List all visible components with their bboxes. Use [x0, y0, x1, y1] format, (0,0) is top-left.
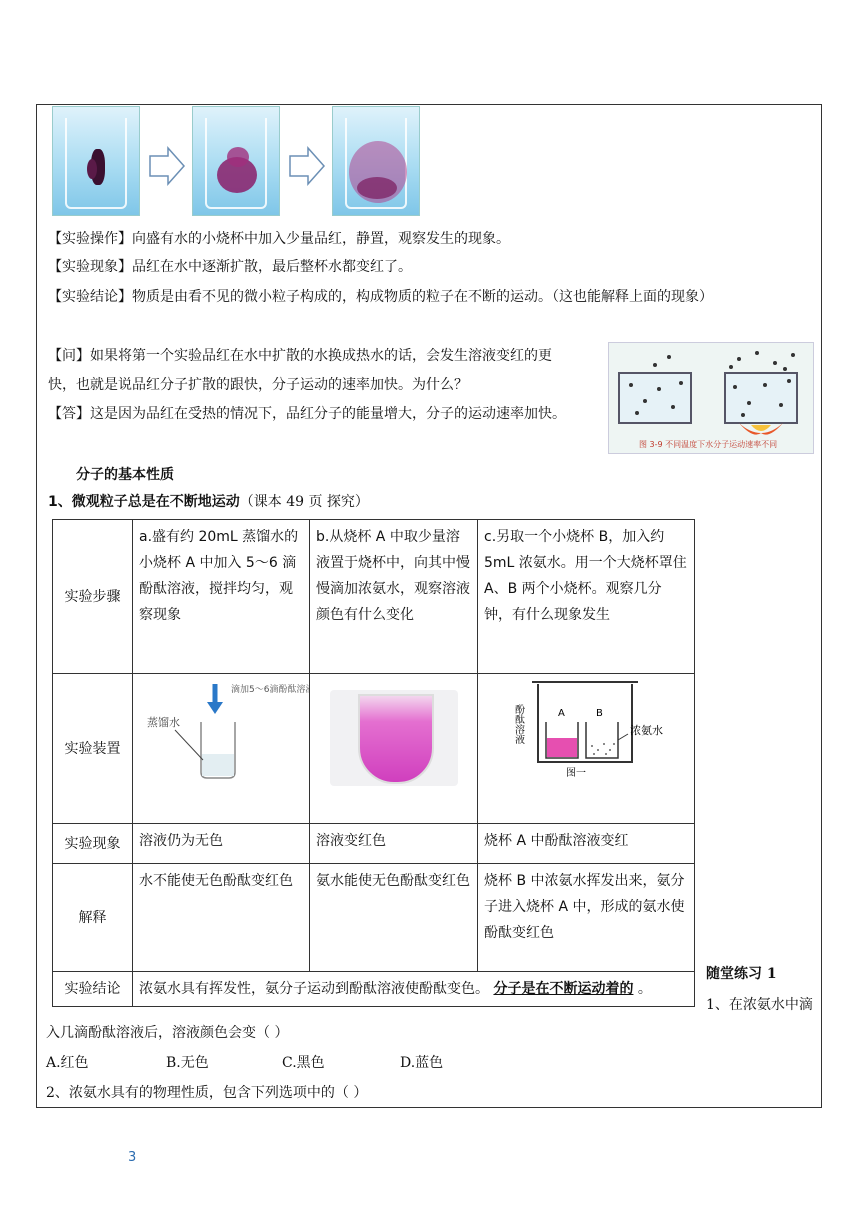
arrow-right-icon-1 [148, 146, 186, 186]
subsection-title: 1、微观粒子总是在不断地运动 [48, 494, 240, 510]
row-label-conclusion: 实验结论 [53, 972, 133, 1007]
expl-c-cell: 烧杯 B 中浓氨水挥发出来，氨分子进入烧杯 A 中，形成的氨水使酚酞变红色 [478, 864, 695, 972]
device-c-cell [478, 674, 695, 824]
step-b-cell: b.从烧杯 A 中取少量溶液置于烧杯中，向其中慢慢滴加浓氨水，观察溶液颜色有什么变化 [310, 520, 478, 674]
device-a-label-1: 滴加5～6滴酚酞溶液 [231, 685, 309, 695]
pink-test-tube-photo [330, 690, 458, 786]
row-label-phenomenon: 实验现象 [53, 824, 133, 864]
beaker-drip-illustration [133, 674, 309, 814]
row-label-device: 实验装置 [53, 674, 133, 824]
phen-b-cell: 溶液变红色 [310, 824, 478, 864]
answer-text: 【答】这是因为品红在受热的情况下，品红分子的能量增大，分子的运动速率加快。 [48, 406, 566, 422]
practice-q1-start: 1、在浓氨水中滴 [706, 997, 813, 1013]
beaker-b-label: B [596, 708, 603, 719]
page-number: 3 [128, 1150, 137, 1165]
figure-1-caption: 图一 [566, 768, 586, 779]
step-a-cell: a.盛有约 20mL 蒸馏水的小烧杯 A 中加入 5～6 滴酚酞溶液，搅拌均匀，观察现象 [133, 520, 310, 674]
device-a-label-2: 蒸馏水 [147, 716, 180, 729]
option-a[interactable]: A.红色 [46, 1055, 89, 1071]
table-row-steps [53, 520, 695, 674]
option-b[interactable]: B.无色 [166, 1055, 209, 1071]
conclusion-end: 。 [637, 981, 652, 997]
operation-text: 【实验操作】向盛有水的小烧杯中加入少量品红，静置，观察发生的现象。 [48, 231, 510, 247]
conclusion-underlined: 分子是在不断运动着的 [493, 981, 634, 997]
figure-3-9 [608, 342, 814, 454]
experiment-table [52, 519, 695, 1007]
conclusion-cell-text: 浓氨水具有挥发性，氨分子运动到酚酞溶液使酚酞变色。 [139, 981, 489, 997]
phen-c-cell: 烧杯 A 中酚酞溶液变红 [478, 824, 695, 864]
question-line-1: 【问】如果将第一个实验品红在水中扩散的水换成热水的话，会发生溶液变红的更 [48, 348, 552, 364]
arrow-right-icon-2 [288, 146, 326, 186]
practice-title: 随堂练习 1 [706, 966, 777, 982]
beaker-a-label: A [558, 708, 565, 719]
table-row-device [53, 674, 695, 824]
beaker-photo-1 [52, 106, 140, 216]
row-label-steps: 实验步骤 [53, 520, 133, 674]
conclusion-text: 【实验结论】物质是由看不见的微小粒子构成的，构成物质的粒子在不断的运动。（这也能解释上面的现象） [48, 289, 713, 305]
row-label-explanation: 解释 [53, 864, 133, 972]
two-beaker-illustration [478, 674, 694, 814]
practice-q1-rest: 入几滴酚酞溶液后，溶液颜色会变（ ） [46, 1025, 289, 1041]
option-c[interactable]: C.黑色 [282, 1055, 325, 1071]
ammonia-label: 浓氨水 [630, 724, 663, 737]
question-line-2: 快，也就是说品红分子扩散的跟快，分子运动的速率加快。为什么？ [48, 377, 468, 393]
phen-a-cell: 溶液仍为无色 [133, 824, 310, 864]
subsection-note: （课本 49 页 探究） [239, 494, 369, 510]
expl-b-cell: 氨水能使无色酚酞变红色 [310, 864, 478, 972]
section-title: 分子的基本性质 [76, 467, 174, 483]
phenomenon-text: 【实验现象】品红在水中逐渐扩散，最后整杯水都变红了。 [48, 259, 412, 275]
step-c-cell: c.另取一个小烧杯 B，加入约 5mL 浓氨水。用一个大烧杯罩住 A、B 两个小烧杯。观察几分钟，有什么现象发生 [478, 520, 695, 674]
expl-a-cell: 水不能使无色酚酞变红色 [133, 864, 310, 972]
figure-3-9-caption: 图 3-9 不同温度下水分子运动速率不同 [639, 440, 778, 449]
table-row-conclusion [53, 972, 695, 1007]
device-b-cell [310, 674, 478, 824]
practice-q2: 2、浓氨水具有的物理性质，包含下列选项中的（ ） [46, 1085, 368, 1101]
option-d[interactable]: D.蓝色 [400, 1055, 444, 1071]
molecule-figure-illustration [609, 343, 813, 453]
subsection-heading [48, 491, 369, 511]
table-row-phenomenon [53, 824, 695, 864]
conclusion-cell [133, 972, 695, 1007]
beaker-photo-2 [192, 106, 280, 216]
table-row-explanation [53, 864, 695, 972]
beaker-photo-3 [332, 106, 420, 216]
device-a-cell [133, 674, 310, 824]
phenolphthalein-label: 酚酞溶液 [512, 704, 524, 744]
